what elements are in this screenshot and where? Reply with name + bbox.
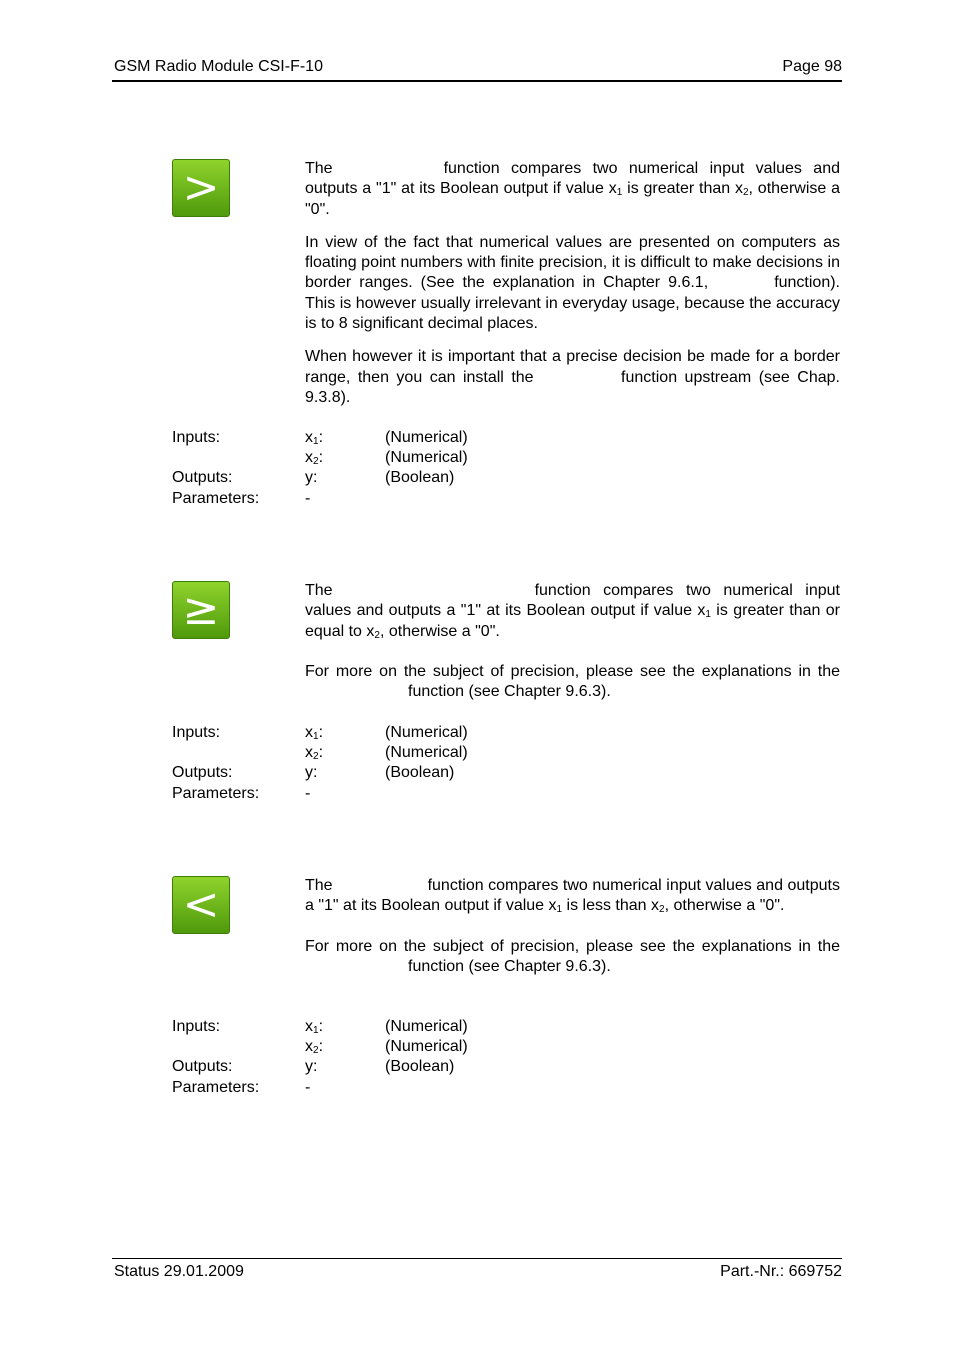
block-1-para-1: The function compares two numerical input values and outputs a "1" at its Boolean output if value $x_1$ is greater than $x_2$, otherwise a "0". (305, 160, 840, 218)
block-3-para-2: For more on the subject of precision, please see the explanations in the function (see Chapter 9.6.3). (305, 937, 840, 975)
block-1-para-3: When however it is important that a precise decision be made for a border range, then you can install the function upstream (see Chap. 9.3.8). (305, 348, 840, 406)
block-3-para-1: The function compares two numerical input values and outputs a "1" at its Boolean output if value $x_1$ is less than $x_2$, otherwise a "0". (305, 877, 840, 916)
block-2-para-2: For more on the subject of precision, please see the explanations in the function (see Chapter 9.6.3). (305, 662, 840, 701)
block-3-description (305, 876, 840, 977)
block-3-io-spec: Inputs: $x_1$: (Numerical) $x_2$: (Numerical) Outputs: y: (Boolean) Parameters: - (172, 1018, 468, 1096)
less-than-icon: < (172, 876, 230, 934)
block-1-description (305, 159, 840, 408)
block-2-io-spec: Inputs: $x_1$: (Numerical) $x_2$: (Numerical) Outputs: y: (Boolean) Parameters: - (172, 724, 468, 802)
document-title: GSM Radio Module CSI-F-10 (114, 58, 323, 75)
part-number: Part.-Nr.: 669752 (720, 1263, 842, 1280)
page-header (112, 58, 842, 82)
block-1-io-spec: Inputs: $x_1$: (Numerical) $x_2$: (Numerical) Outputs: y: (Boolean) Parameters: - (172, 429, 468, 507)
greater-equal-icon: ≥ (172, 581, 230, 639)
block-1-para-2: In view of the fact that numerical values are presented on computers as floating point numbers with finite precision, it is difficult to make decisions in border ranges. (See the explanation in Chapter 9.6.1, function). This is however usually irrelevant in everyday usage, because the accuracy is to 8 significant decimal places. (305, 233, 840, 333)
page-footer (112, 1258, 842, 1280)
block-2-description (305, 581, 840, 702)
greater-than-icon: > (172, 159, 230, 217)
block-2-para-1: The function compares two numerical input values and outputs a "1" at its Boolean output if value $x_1$ is greater than or equal to $x_2$, otherwise a "0". (305, 582, 841, 641)
status-date: Status 29.01.2009 (114, 1263, 244, 1280)
page-number: Page 98 (782, 58, 842, 75)
